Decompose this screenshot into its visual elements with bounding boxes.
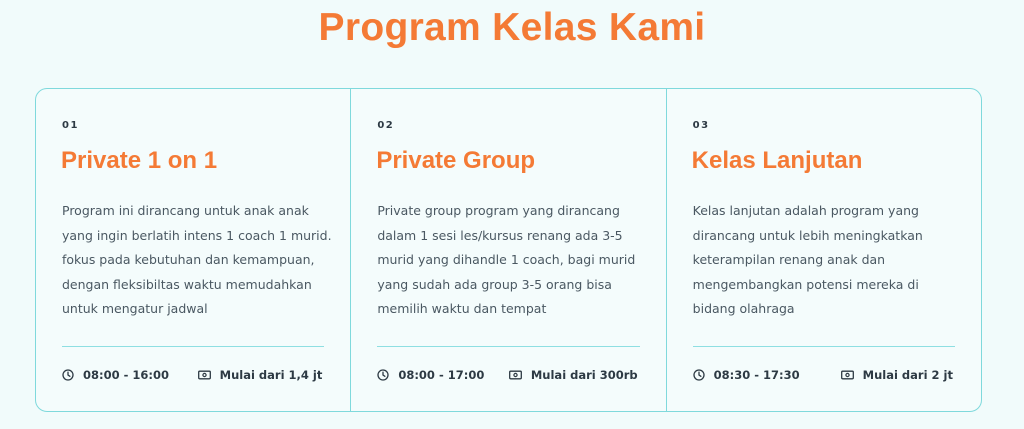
- program-cards: [35, 88, 982, 412]
- schedule: [693, 368, 800, 382]
- schedule-time: 08:00 - 16:00: [83, 368, 169, 382]
- price: [509, 368, 638, 382]
- clock-icon: [62, 369, 74, 381]
- divider: [62, 346, 324, 347]
- program-card-private-group[interactable]: [350, 89, 665, 411]
- program-card-private-1-on-1[interactable]: [36, 89, 350, 411]
- program-meta: [693, 368, 961, 382]
- schedule: [62, 368, 169, 382]
- program-description: Kelas lanjutan adalah program yang dirancang untuk lebih meningkatkan keterampilan renang anak dan mengembangkan potensi mereka di bidang olahraga: [692, 203, 923, 316]
- program-title: Kelas Lanjutan: [691, 147, 863, 174]
- program-number: 02: [377, 120, 395, 131]
- money-icon: [841, 370, 854, 380]
- clock-icon: [377, 369, 389, 381]
- schedule-time: 08:30 - 17:30: [713, 368, 800, 382]
- price-label: Mulai dari 300rb: [530, 368, 638, 382]
- divider: [693, 346, 955, 347]
- program-description: Program ini dirancang untuk anak anak yang ingin berlatih intens 1 coach 1 murid. fokus pada kebutuhan dan kemampuan, dengan fleksibiltas waktu memudahkan untuk mengatur jadwal: [62, 203, 332, 316]
- money-icon: [198, 370, 211, 380]
- price-label: Mulai dari 1,4 jt: [219, 368, 323, 382]
- program-title: Private 1 on 1: [61, 147, 218, 174]
- clock-icon: [693, 369, 705, 381]
- price: [198, 368, 323, 382]
- price: [841, 368, 953, 382]
- program-number: 03: [692, 120, 710, 131]
- schedule: [377, 368, 484, 382]
- program-description: Private group program yang dirancang dalam 1 sesi les/kursus renang ada 3-5 murid yang dihandle 1 coach, bagi murid yang sudah ada group 3-5 orang bisa memilih waktu dan tempat: [377, 203, 636, 316]
- program-card-kelas-lanjutan[interactable]: [666, 89, 981, 411]
- program-number: 01: [62, 120, 79, 131]
- money-icon: [509, 370, 522, 380]
- price-label: Mulai dari 2 jt: [862, 368, 953, 382]
- program-meta: [377, 368, 645, 382]
- schedule-time: 08:00 - 17:00: [398, 368, 485, 382]
- program-title: Private Group: [376, 147, 536, 174]
- divider: [377, 346, 639, 347]
- page-title: Program Kelas Kami: [318, 6, 706, 49]
- program-meta: [62, 368, 330, 382]
